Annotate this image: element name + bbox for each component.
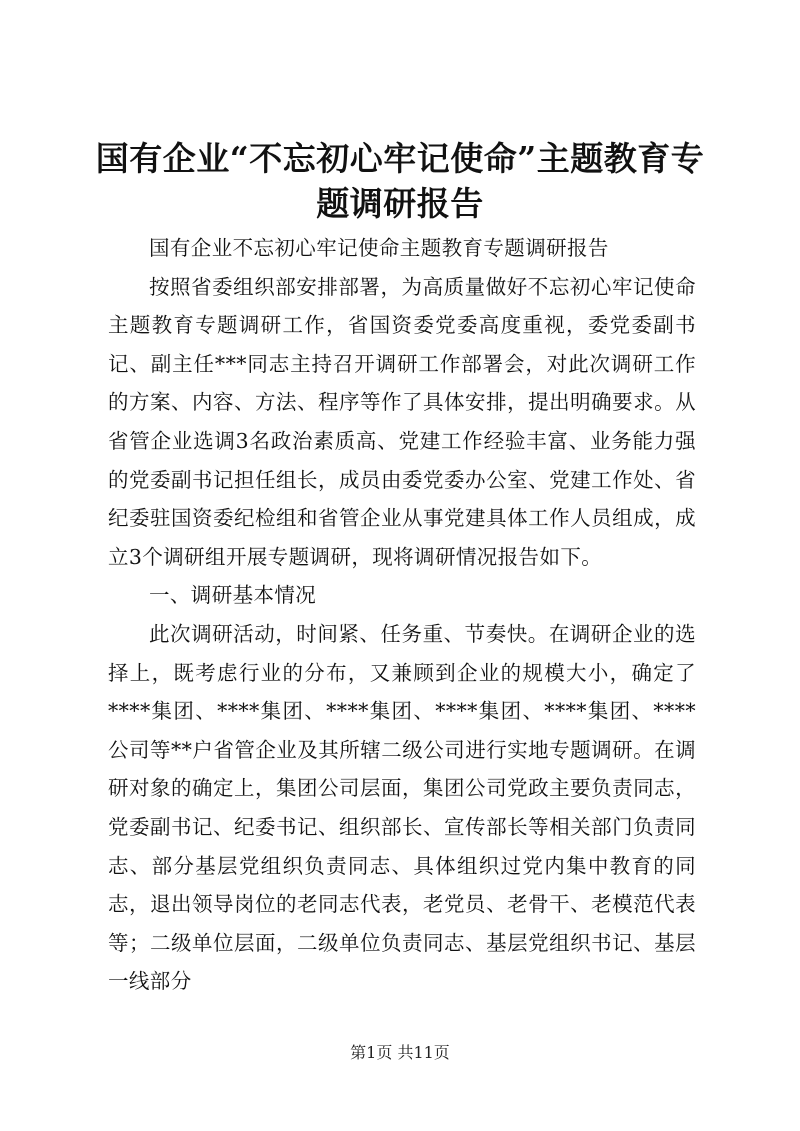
subtitle-paragraph: 国有企业不忘初心牢记使命主题教育专题调研报告 (149, 236, 609, 260)
body-paragraph: 此次调研活动，时间紧、任务重、节奏快。在调研企业的选择上，既考虑行业的分布，又兼顾到企业的规模大小，确定了****集团、****集团、****集团、****集团、****集团、****公司等**户省管企业及其所辖二级公司进行实地专题调研。在调研对象的确定上，集团公司层面，集团公司党政主要负责同志，党委副书记、纪委书记、组织部长、宣传部长等相关部门负责同志、部分基层党组织负责同志、具体组织过党内集中教育的同志，退出领导岗位的老同志代表，老党员、老骨干、老模范代表等；二级单位层面，二级单位负责同志、基层党组织书记、基层一线部分 (108, 621, 696, 994)
document-body (108, 229, 696, 1001)
document-title: 国有企业“不忘初心牢记使命”主题教育专题调研报告 (95, 139, 705, 223)
page-number-footer: 第1页 共11页 (350, 1043, 450, 1062)
section-heading: 一、调研基本情况 (149, 583, 317, 608)
intro-paragraph: 按照省委组织部安排部署，为高质量做好不忘初心牢记使命主题教育专题调研工作，省国资委党委高度重视，委党委副书记、副主任***同志主持召开调研工作部署会，对此次调研工作的方案、内容、方法、程序等作了具体安排，提出明确要求。从省管企业选调3名政治素质高、党建工作经验丰富、业务能力强的党委副书记担任组长，成员由委党委办公室、党建工作处、省纪委驻国资委纪检组和省管企业从事党建具体工作人员组成，成立3个调研组开展专题调研，现将调研情况报告如下。 (108, 274, 696, 569)
